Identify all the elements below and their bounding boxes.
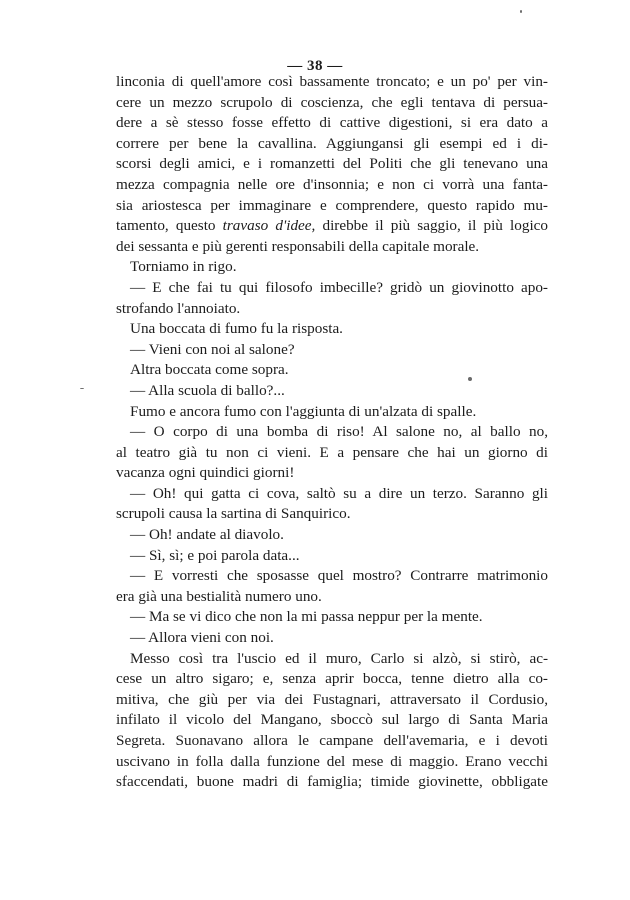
text-line: strofando l'annoiato. — [116, 299, 241, 317]
body-text — [116, 72, 548, 793]
text-line: infilato il vicolo del Mangano, sboccò sul largo di Santa Maria — [116, 711, 548, 729]
text-line: correre per bene la cavallina. Aggiungansi gli esempi ed i di- — [116, 134, 548, 152]
text-line: Una boccata di fumo fu la risposta. — [130, 320, 343, 338]
text-line: sia ariostesca per immaginare e comprendere, questo rapido mu- — [116, 196, 548, 214]
text-line: — Oh! qui gatta ci cova, saltò su a dire un terzo. Saranno gli — [130, 484, 548, 502]
text-line: cere un mezzo scrupolo di coscienza, che egli tentava di persua- — [116, 93, 548, 111]
text-line: cese un altro sigaro; e, senza aprir bocca, tenne dietro alla co- — [116, 670, 548, 688]
text-line: — Sì, sì; e poi parola data... — [130, 546, 300, 564]
text-line: uscivano in folla dalla funzione del mese di maggio. Erano vecchi — [116, 752, 548, 770]
italic-phrase: travaso d'idee, — [222, 217, 316, 235]
text-line: al teatro già tu non ci vieni. E a pensare che hai un giorno di — [116, 443, 548, 461]
text-line: scrupoli causa la sartina di Sanquirico. — [116, 505, 351, 523]
text-line: mezza compagnia nelle ore d'insonnia; e non ci vorrà una fanta- — [116, 175, 548, 193]
text-line: — Alla scuola di ballo?... — [130, 381, 285, 399]
page-number: — 38 — — [287, 58, 343, 74]
text-line: tamento, questo travaso d'idee, direbbe il più saggio, il più logico — [116, 217, 548, 235]
text-line: Fumo e ancora fumo con l'aggiunta di un'alzata di spalle. — [130, 402, 477, 420]
text-line: — Allora vieni con noi. — [130, 629, 274, 647]
text-line: vacanza ogni quindici giorni! — [116, 464, 295, 482]
text-line: dei sessanta e più gerenti responsabili della capitale morale. — [116, 237, 480, 255]
text-line: scorsi degli amici, e i romanzetti del Politi che gli tenevano una — [116, 155, 548, 173]
text-line: dere a sè stesso fosse effetto di cattive digestioni, si era dato a — [116, 114, 548, 132]
text-line: — E vorresti che sposasse quel mostro? Contrarre matrimonio — [130, 567, 548, 585]
scan-speck — [520, 10, 522, 13]
text-line: — Vieni con noi al salone? — [130, 340, 295, 358]
text-line: — O corpo di una bomba di riso! Al salone no, al ballo no, — [130, 423, 548, 441]
text-line: Altra boccata come sopra. — [130, 361, 289, 379]
scan-speck — [80, 388, 84, 389]
scan-speck — [468, 377, 472, 381]
text-line: — E che fai tu qui filosofo imbecille? gridò un giovinotto apo- — [130, 278, 548, 296]
text-line: — Oh! andate al diavolo. — [130, 526, 284, 544]
text-line: era già una bestialità numero uno. — [116, 587, 322, 605]
text-line: — Ma se vi dico che non la mi passa neppur per la mente. — [130, 608, 483, 626]
text-line: Segreta. Suonavano allora le campane dell'avemaria, e i devoti — [116, 732, 548, 749]
text-line: linconia di quell'amore così bassamente troncato; e un po' per vin- — [116, 73, 548, 90]
text-line: sfaccendati, buone madri di famiglia; timide giovinette, obbligate — [116, 773, 548, 791]
text-line: Torniamo in rigo. — [130, 258, 237, 276]
text-line: mitiva, che giù per via dei Fustagnari, attraversato il Cordusio, — [116, 690, 548, 708]
text-line: Messo così tra l'uscio ed il muro, Carlo si alzò, si stirò, ac- — [130, 649, 548, 667]
